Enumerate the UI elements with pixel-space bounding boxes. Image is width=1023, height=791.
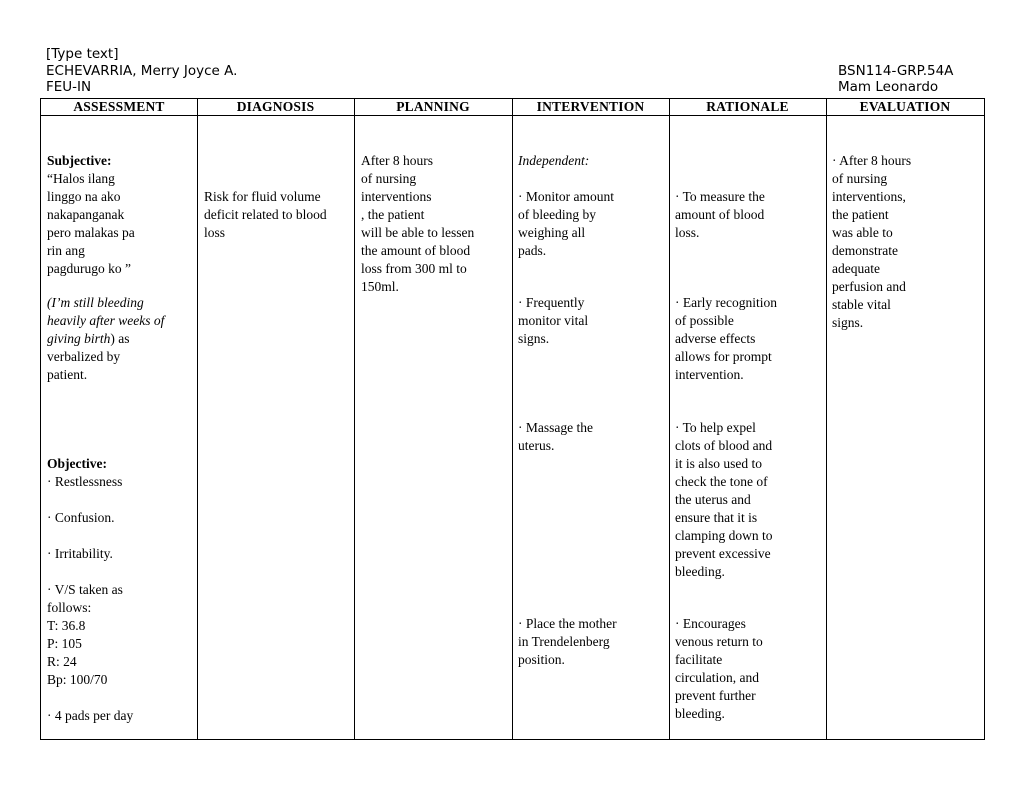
column-divider — [512, 99, 513, 739]
translation-tail: ) as — [110, 331, 130, 346]
objective-items: · Restlessness · Confusion. · Irritability. · V/S taken as follows: T: 36.8 P: 105 R: 24 Bp: 100/70 · 4 pads per day — [47, 474, 134, 723]
col-header-intervention: INTERVENTION — [536, 99, 645, 114]
student-name: ECHEVARRIA, Merry Joyce A. — [46, 63, 238, 79]
col-header-evaluation: EVALUATION — [859, 99, 951, 114]
col-header-assessment: ASSESSMENT — [73, 99, 165, 114]
school-name: FEU-IN — [46, 79, 92, 95]
intervention-label: Independent: — [518, 153, 590, 168]
group-section: BSN114-GRP.54A — [838, 63, 954, 79]
intervention-item: · Massage the uterus. — [518, 420, 593, 453]
column-divider — [197, 99, 198, 739]
col-header-diagnosis: DIAGNOSIS — [236, 99, 315, 114]
column-divider — [826, 99, 827, 739]
rationale-item: · Early recognition of possible adverse effects allows for prompt intervention. — [675, 295, 777, 382]
col-header-rationale: RATIONALE — [706, 99, 789, 114]
verbalized-note: verbalized by patient. — [47, 349, 121, 382]
subjective-label: Subjective: — [47, 153, 112, 168]
column-divider — [669, 99, 670, 739]
diagnosis-text: Risk for fluid volume deficit related to blood loss — [204, 189, 327, 240]
evaluation-text: · After 8 hours of nursing interventions, the patient was able to demonstrate adequate perfusion and stable vital signs. — [832, 153, 912, 330]
objective-label: Objective: — [47, 456, 107, 471]
rationale-item: · To measure the amount of blood loss. — [675, 189, 765, 240]
rationale-item: · To help expel clots of blood and it is also used to check the tone of the uterus and ensure that it is clamping down to prevent excessive bleeding. — [675, 420, 773, 579]
instructor-name: Mam Leonardo — [838, 79, 939, 95]
intervention-item: · Monitor amount of bleeding by weighing all pads. — [518, 189, 614, 258]
subjective-quote: “Halos ilang linggo na ako nakapanganak pero malakas pa rin ang pagdurugo ko ” — [47, 171, 135, 276]
header-type-text: [Type text] — [46, 46, 119, 62]
nursing-care-plan-table — [40, 98, 985, 740]
rationale-item: · Encourages venous return to facilitate circulation, and prevent further bleeding. — [675, 616, 763, 721]
intervention-item: · Place the mother in Trendelenberg position. — [518, 616, 617, 667]
subjective-translation — [47, 294, 164, 348]
planning-text: After 8 hours of nursing interventions , the patient will be able to lessen the amount of blood loss from 300 ml to 150ml. — [361, 153, 475, 294]
col-header-planning: PLANNING — [396, 99, 470, 114]
column-divider — [354, 99, 355, 739]
translation-italic: (I’m still bleeding heavily after weeks of giving birth — [47, 295, 165, 346]
intervention-item: · Frequently monitor vital signs. — [518, 295, 589, 346]
